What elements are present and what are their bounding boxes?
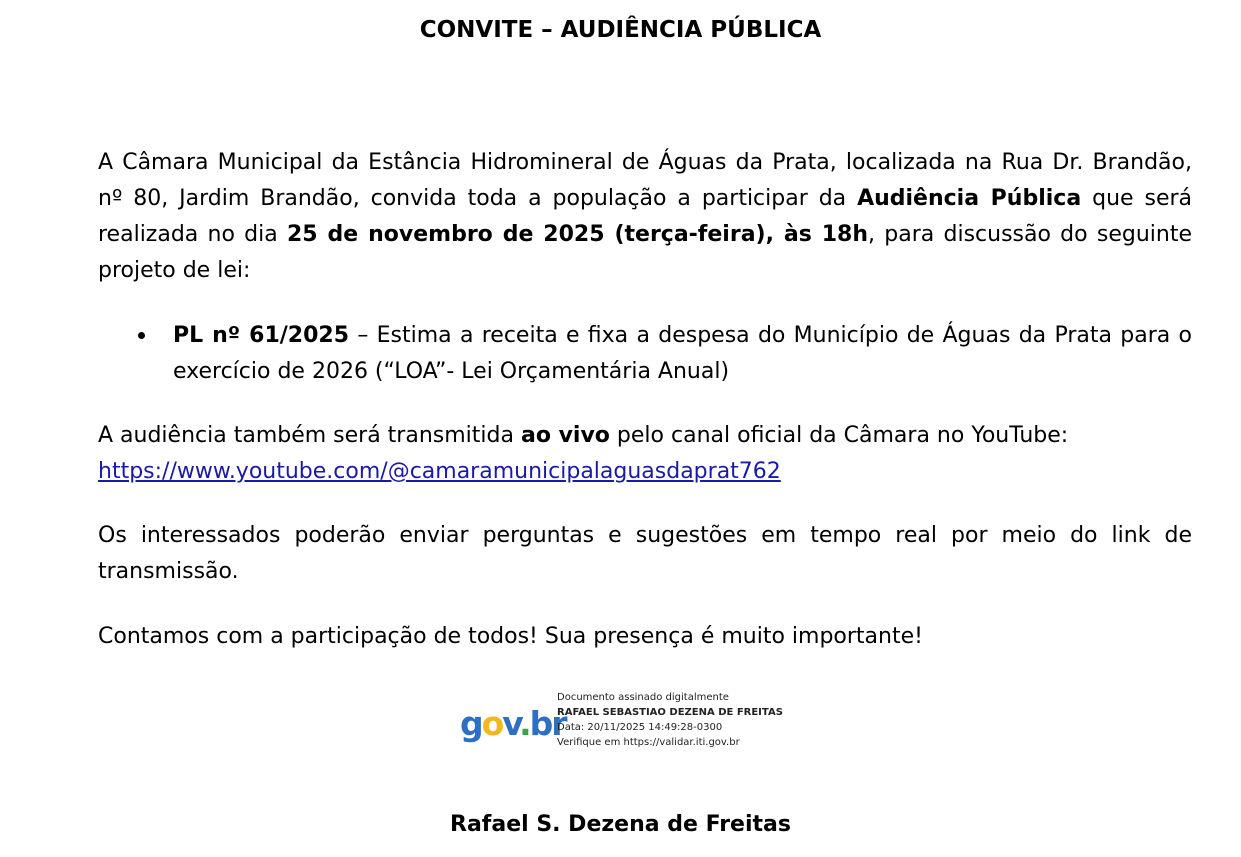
bold-bill-number: PL nº 61/2025 xyxy=(173,323,350,348)
digital-signature-stamp xyxy=(460,690,800,760)
bill-description: – Estima a receita e fixa a despesa do Município de Águas da Prata para o exercício de 2026 (“LOA”- Lei Orçamentária Anual) xyxy=(173,323,1192,384)
text-segment: , para discussão do seguinte projeto de lei: xyxy=(98,222,1192,283)
signature-details xyxy=(557,690,783,750)
paragraph-live-stream xyxy=(98,418,1192,490)
signature-label: Documento assinado digitalmente xyxy=(557,692,729,703)
bold-audiencia-publica: Audiência Pública xyxy=(857,186,1082,211)
text-segment: A audiência também será transmitida xyxy=(98,423,521,448)
youtube-link[interactable]: https://www.youtube.com/@camaramunicipalaguasdaprat762 xyxy=(98,459,781,484)
signature-date: Data: 20/11/2025 14:49:28-0300 xyxy=(557,722,723,733)
bold-date-time: 25 de novembro de 2025 (terça-feira), às 18h xyxy=(287,222,869,247)
bullet-dot-icon xyxy=(138,332,145,339)
bullet-list-item xyxy=(98,318,1192,390)
govbr-logo: gov.br xyxy=(460,704,566,743)
signature-verify-link[interactable]: Verifique em https://validar.iti.gov.br xyxy=(557,737,740,748)
document-title: CONVITE – AUDIÊNCIA PÚBLICA xyxy=(419,17,822,43)
paragraph-questions: Os interessados poderão enviar perguntas e sugestões em tempo real por meio do link de transmissão. xyxy=(98,523,1192,584)
text-segment: A Câmara Municipal da Estância Hidromineral de Águas da Prata, localizada na Rua Dr. Brandão, nº 80, Jardim Brandão, convida toda a população a participar da xyxy=(98,150,1192,211)
signer-name: RAFAEL SEBASTIAO DEZENA DE FREITAS xyxy=(557,707,783,718)
text-segment: que será realizada no dia xyxy=(98,186,1193,247)
bold-ao-vivo: ao vivo xyxy=(520,423,610,448)
signatory-name: Rafael S. Dezena de Freitas xyxy=(450,812,791,837)
text-segment: pelo canal oficial da Câmara no YouTube: xyxy=(609,423,1069,448)
paragraph-invitation xyxy=(98,145,1192,289)
paragraph-closing: Contamos com a participação de todos! Sua presença é muito importante! xyxy=(98,624,923,649)
bullet-text xyxy=(173,318,1192,390)
